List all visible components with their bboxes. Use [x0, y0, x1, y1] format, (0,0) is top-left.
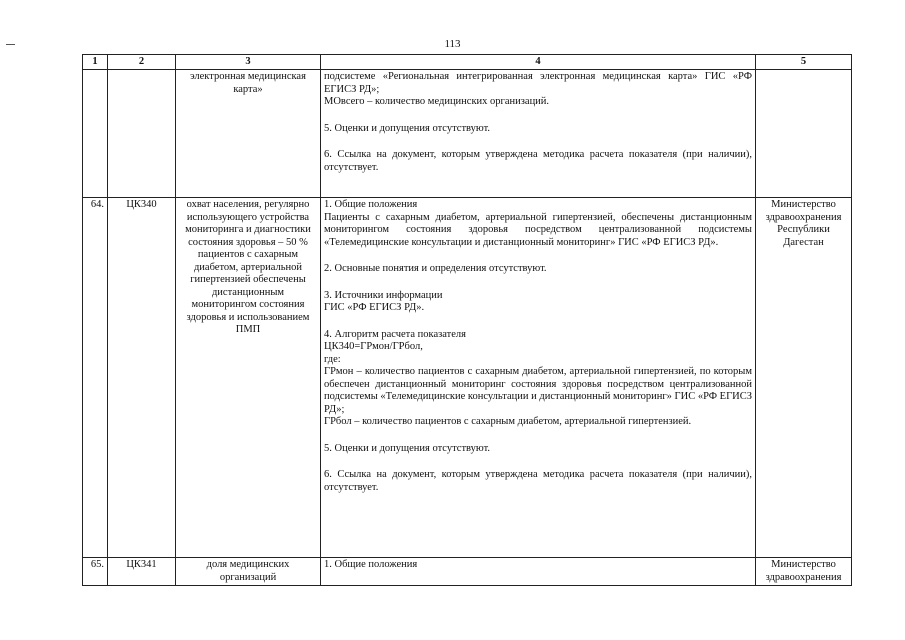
methodology-paragraph: МОвсего – количество медицинских организаций. — [324, 96, 550, 107]
paragraph-gap — [324, 109, 752, 123]
indicator-code: ЦК340 — [108, 198, 176, 558]
methodology-paragraph: подсистеме «Региональная интегрированная электронная медицинская карта» ГИС «РФ ЕГИСЗ РД»; — [324, 71, 752, 95]
row-number: 64. — [83, 198, 108, 558]
responsible-body: Министерство здравоохранения — [756, 558, 852, 586]
methodology-cell — [321, 558, 756, 586]
methodology-paragraph: 6. Ссылка на документ, которым утверждена методика расчета показателя (при наличии), отсутствует. — [324, 149, 752, 173]
header-col-4: 4 — [321, 55, 756, 70]
paragraph-gap — [324, 315, 752, 329]
table-row — [83, 198, 852, 558]
indicator-name: электронная медицинская карта» — [176, 70, 321, 198]
methodology-paragraph: Пациенты с сахарным диабетом, артериальной гипертензией, обеспечены дистанционным мониторингом состояния здоровья посредством централизованной подсистемы «Телемедицинские консультации и дистанционный мониторинг» ГИС «РФ ЕГИСЗ РД». — [324, 211, 752, 248]
indicator-name: доля медицинских организаций — [176, 558, 321, 586]
responsible-body — [756, 70, 852, 198]
methodology-paragraph: ГИС «РФ ЕГИСЗ РД». — [324, 302, 425, 313]
header-col-2: 2 — [108, 55, 176, 70]
methodology-paragraph: 1. Общие положения — [324, 199, 418, 210]
methodology-paragraph: ГРбол – количество пациентов с сахарным диабетом, артериальной гипертензией. — [324, 416, 692, 427]
methodology-paragraph: 1. Общие положения — [324, 559, 418, 570]
responsible-body: Министерство здравоохранения Республики Дагестан — [756, 198, 852, 558]
indicator-code: ЦК341 — [108, 558, 176, 586]
header-col-3: 3 — [176, 55, 321, 70]
paragraph-gap — [324, 135, 752, 149]
methodology-paragraph: 5. Оценки и допущения отсутствуют. — [324, 122, 491, 134]
methodology-paragraph: ЦК340=ГРмон/ГРбол, — [324, 341, 423, 352]
indicator-code — [108, 70, 176, 198]
header-col-5: 5 — [756, 55, 852, 70]
paragraph-gap — [324, 249, 752, 263]
table-row — [83, 70, 852, 198]
methodology-paragraph: 3. Источники информации — [324, 289, 443, 301]
paragraph-gap — [324, 455, 752, 469]
indicator-name: охват населения, регулярно использующего устройства мониторинга и диагностики состояния здоровья – 50 % пациентов с сахарным диабетом, артериальной гипертензией обеспечены дистанционным мониторингом состояния здоровья и использованием ПМП — [176, 198, 321, 558]
table-row — [83, 558, 852, 586]
methodology-paragraph: ГРмон – количество пациентов с сахарным диабетом, артериальной гипертензией, по которым обеспечен дистанционный мониторинг состояния здоровья посредством централизованной подсистемы «Телемедицинские консультации и дистанционный мониторинг» ГИС «РФ ЕГИСЗ РД»; — [324, 366, 752, 415]
page-number: 113 — [444, 38, 461, 50]
paragraph-gap — [324, 276, 752, 290]
paragraph-gap — [324, 429, 752, 443]
methodology-paragraph: 4. Алгоритм расчета показателя — [324, 328, 466, 340]
methodology-paragraph: 2. Основные понятия и определения отсутствуют. — [324, 263, 547, 274]
row-number — [83, 70, 108, 198]
methodology-cell — [321, 198, 756, 558]
methodology-paragraph: 5. Оценки и допущения отсутствуют. — [324, 442, 491, 454]
methodology-paragraph: где: — [324, 353, 341, 365]
indicator-table — [82, 54, 852, 586]
methodology-paragraph: 6. Ссылка на документ, которым утверждена методика расчета показателя (при наличии), отсутствует. — [324, 469, 752, 493]
scan-mark — [6, 44, 15, 45]
row-number: 65. — [83, 558, 108, 586]
header-col-1: 1 — [83, 55, 108, 70]
table-header-row — [83, 55, 852, 70]
methodology-cell — [321, 70, 756, 198]
